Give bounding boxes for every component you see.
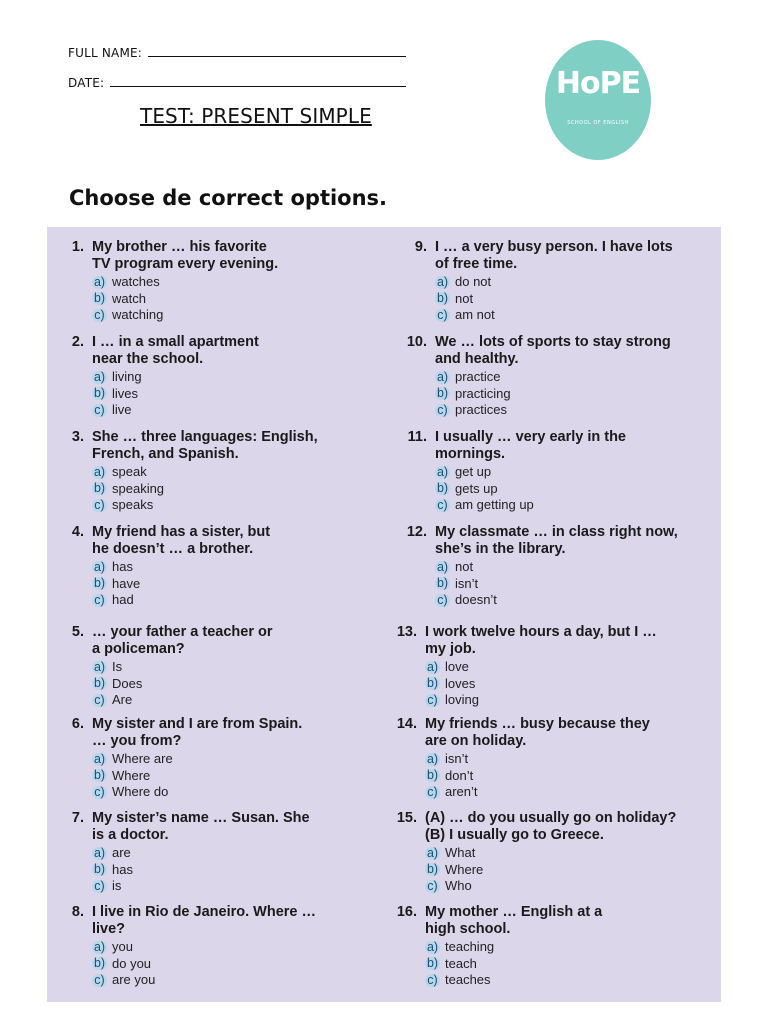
answer-option[interactable] xyxy=(92,386,386,403)
option-letter: b) xyxy=(93,386,106,401)
option-letter: a) xyxy=(426,939,439,954)
question-15 xyxy=(384,810,714,895)
question-number: 11. xyxy=(407,429,427,445)
answer-option[interactable] xyxy=(435,386,722,403)
option-letter: a) xyxy=(436,559,449,574)
answer-option[interactable] xyxy=(92,972,386,989)
option-letter: c) xyxy=(92,694,107,707)
option-label: aren’t xyxy=(445,784,478,799)
option-label: do you xyxy=(112,955,152,971)
answer-option[interactable] xyxy=(435,291,729,308)
option-label: watch xyxy=(112,290,146,306)
option-letter: b) xyxy=(426,768,439,783)
question-1 xyxy=(56,239,386,324)
option-label: had xyxy=(112,592,134,607)
date-field[interactable] xyxy=(68,75,406,90)
question-text: My sister’s name … Susan. She is a doctor. xyxy=(92,810,310,843)
option-letter: a) xyxy=(93,659,106,674)
full-name-underline[interactable] xyxy=(148,45,406,57)
option-label: loves xyxy=(445,675,476,691)
question-16 xyxy=(384,904,714,989)
option-letter: a) xyxy=(426,751,439,766)
answer-option[interactable] xyxy=(425,768,714,785)
option-letter: b) xyxy=(93,768,106,783)
logo-word: HoPE xyxy=(555,66,641,101)
question-5 xyxy=(56,624,386,709)
answer-option[interactable] xyxy=(435,307,729,324)
option-label: Where xyxy=(112,767,151,783)
option-letter: a) xyxy=(436,369,449,384)
option-label: isn’t xyxy=(455,575,479,591)
option-label: Where xyxy=(445,861,484,877)
answer-option[interactable] xyxy=(425,692,714,709)
option-letter: a) xyxy=(426,659,439,674)
option-label: has xyxy=(112,861,133,877)
answer-option[interactable] xyxy=(435,274,729,291)
option-label: watching xyxy=(112,307,164,322)
option-letter: c) xyxy=(92,786,107,799)
question-number: 10. xyxy=(406,334,427,350)
answer-option[interactable] xyxy=(425,676,714,693)
question-number: 5. xyxy=(71,624,84,640)
answer-option[interactable] xyxy=(92,576,386,593)
question-text: I usually … very early in the mornings. xyxy=(435,429,626,462)
option-letter: b) xyxy=(436,481,449,496)
option-letter: c) xyxy=(92,880,107,893)
answer-option[interactable] xyxy=(92,676,386,693)
answer-option[interactable] xyxy=(92,939,386,956)
option-letter: b) xyxy=(93,862,106,877)
option-letter: c) xyxy=(435,499,450,512)
option-label: love xyxy=(445,659,469,674)
answer-option[interactable] xyxy=(425,784,714,801)
option-letter: c) xyxy=(425,880,440,893)
answer-option[interactable] xyxy=(435,576,722,593)
full-name-label: FULL NAME: xyxy=(68,46,143,60)
question-7 xyxy=(56,810,386,895)
option-label: am getting up xyxy=(455,497,534,512)
option-letter: c) xyxy=(425,786,440,799)
question-3 xyxy=(56,429,386,514)
question-11 xyxy=(392,429,722,514)
answer-option[interactable] xyxy=(92,274,386,291)
option-label: Where do xyxy=(112,784,169,799)
option-label: do not xyxy=(455,274,492,289)
option-letter: c) xyxy=(435,404,450,417)
question-text: She … three languages: English, French, and Spanish. xyxy=(92,429,318,462)
date-underline[interactable] xyxy=(110,75,406,87)
answer-option[interactable] xyxy=(425,862,714,879)
option-letter: c) xyxy=(92,974,107,987)
option-label: loving xyxy=(445,692,479,707)
answer-option[interactable] xyxy=(425,845,714,862)
question-number: 15. xyxy=(396,810,417,826)
question-8 xyxy=(56,904,386,989)
answer-option[interactable] xyxy=(435,464,722,481)
question-9 xyxy=(399,239,729,324)
question-text: My friends … busy because they are on holiday. xyxy=(425,716,650,749)
option-letter: b) xyxy=(93,481,106,496)
option-label: speaks xyxy=(112,497,154,512)
question-number: 1. xyxy=(71,239,84,255)
option-letter: a) xyxy=(93,559,106,574)
school-logo xyxy=(545,40,651,160)
answer-option[interactable] xyxy=(425,939,714,956)
option-label: Does xyxy=(112,675,143,691)
page-title: TEST: PRESENT SIMPLE xyxy=(140,104,372,128)
instruction-text: Choose de correct options. xyxy=(69,186,388,210)
questions-panel xyxy=(47,227,721,1002)
question-text: We … lots of sports to stay strong and healthy. xyxy=(435,334,671,367)
option-label: Are xyxy=(112,692,133,707)
answer-option[interactable] xyxy=(92,878,386,895)
answer-option[interactable] xyxy=(92,369,386,386)
answer-option[interactable] xyxy=(92,784,386,801)
option-letter: c) xyxy=(435,594,450,607)
option-label: Where are xyxy=(112,751,173,766)
option-letter: a) xyxy=(93,464,106,479)
option-letter: b) xyxy=(93,956,106,971)
option-label: teaching xyxy=(445,939,495,954)
question-text: My classmate … in class right now, she’s in the library. xyxy=(435,524,678,557)
option-letter: b) xyxy=(426,862,439,877)
question-text: I … in a small apartment near the school. xyxy=(92,334,259,367)
answer-option[interactable] xyxy=(92,291,386,308)
answer-option[interactable] xyxy=(425,956,714,973)
question-4 xyxy=(56,524,386,609)
question-number: 8. xyxy=(71,904,84,920)
question-number: 2. xyxy=(71,334,84,350)
answer-option[interactable] xyxy=(92,464,386,481)
answer-option[interactable] xyxy=(92,862,386,879)
question-number: 13. xyxy=(396,624,417,640)
answer-option[interactable] xyxy=(92,845,386,862)
option-label: teach xyxy=(445,955,477,971)
answer-option[interactable] xyxy=(435,402,722,419)
answer-option[interactable] xyxy=(92,559,386,576)
option-letter: a) xyxy=(436,464,449,479)
option-label: watches xyxy=(112,274,160,289)
option-letter: b) xyxy=(426,676,439,691)
option-letter: c) xyxy=(92,404,107,417)
option-letter: a) xyxy=(93,939,106,954)
option-letter: c) xyxy=(425,974,440,987)
option-label: doesn’t xyxy=(455,592,497,607)
full-name-field[interactable] xyxy=(68,45,406,60)
question-text: (A) … do you usually go on holiday? (B) I usually go to Greece. xyxy=(425,810,677,843)
question-12 xyxy=(392,524,722,609)
question-6 xyxy=(56,716,386,801)
answer-option[interactable] xyxy=(425,972,714,989)
option-label: speaking xyxy=(112,480,165,496)
question-number: 14. xyxy=(396,716,417,732)
answer-option[interactable] xyxy=(92,751,386,768)
option-label: Is xyxy=(112,659,123,674)
option-label: have xyxy=(112,575,141,591)
option-letter: b) xyxy=(436,291,449,306)
logo-subtitle: SCHOOL OF ENGLISH xyxy=(567,120,629,126)
option-label: don’t xyxy=(445,767,474,783)
answer-option[interactable] xyxy=(92,956,386,973)
date-label: DATE: xyxy=(68,76,105,90)
question-number: 7. xyxy=(71,810,84,826)
question-number: 4. xyxy=(71,524,84,540)
option-letter: c) xyxy=(92,594,107,607)
option-label: practicing xyxy=(455,385,511,401)
option-letter: a) xyxy=(93,845,106,860)
option-letter: b) xyxy=(93,291,106,306)
question-number: 6. xyxy=(71,716,84,732)
question-10 xyxy=(392,334,722,419)
option-label: not xyxy=(455,290,474,306)
option-label: live xyxy=(112,402,132,417)
answer-option[interactable] xyxy=(435,497,722,514)
option-label: has xyxy=(112,559,133,574)
option-letter: c) xyxy=(92,499,107,512)
question-text: I live in Rio de Janeiro. Where … live? xyxy=(92,904,316,937)
question-text: My brother … his favorite TV program every evening. xyxy=(92,239,279,272)
question-text: My sister and I are from Spain. … you from? xyxy=(92,716,303,749)
option-label: lives xyxy=(112,385,139,401)
option-label: living xyxy=(112,369,142,384)
answer-option[interactable] xyxy=(92,768,386,785)
question-number: 3. xyxy=(71,429,84,445)
option-letter: a) xyxy=(426,845,439,860)
option-letter: a) xyxy=(436,274,449,289)
answer-option[interactable] xyxy=(92,692,386,709)
option-letter: a) xyxy=(93,751,106,766)
answer-option[interactable] xyxy=(435,481,722,498)
option-letter: c) xyxy=(435,309,450,322)
question-2 xyxy=(56,334,386,419)
answer-option[interactable] xyxy=(92,659,386,676)
option-letter: c) xyxy=(92,309,107,322)
answer-option[interactable] xyxy=(92,402,386,419)
question-text: … your father a teacher or a policeman? xyxy=(92,624,273,657)
option-label: isn’t xyxy=(445,751,469,766)
option-letter: b) xyxy=(426,956,439,971)
answer-option[interactable] xyxy=(92,592,386,609)
option-letter: b) xyxy=(436,386,449,401)
answer-option[interactable] xyxy=(435,559,722,576)
option-label: Who xyxy=(445,878,472,893)
question-number: 12. xyxy=(406,524,427,540)
option-letter: b) xyxy=(93,676,106,691)
option-letter: a) xyxy=(93,369,106,384)
option-label: practice xyxy=(455,369,501,384)
option-label: teaches xyxy=(445,972,491,987)
option-letter: a) xyxy=(93,274,106,289)
answer-option[interactable] xyxy=(92,481,386,498)
option-label: are you xyxy=(112,972,156,987)
answer-option[interactable] xyxy=(92,307,386,324)
question-text: I … a very busy person. I have lots of free time. xyxy=(435,239,673,272)
option-label: get up xyxy=(455,464,492,479)
option-label: are xyxy=(112,845,131,860)
answer-option[interactable] xyxy=(435,369,722,386)
option-label: am not xyxy=(455,307,495,322)
answer-option[interactable] xyxy=(425,659,714,676)
question-14 xyxy=(384,716,714,801)
question-number: 9. xyxy=(414,239,427,255)
option-label: not xyxy=(455,559,474,574)
option-label: practices xyxy=(455,402,508,417)
answer-option[interactable] xyxy=(92,497,386,514)
answer-option[interactable] xyxy=(435,592,722,609)
option-label: is xyxy=(112,878,122,893)
option-label: you xyxy=(112,939,133,954)
option-label: speak xyxy=(112,464,147,479)
question-number: 16. xyxy=(396,904,417,920)
question-text: I work twelve hours a day, but I … my job. xyxy=(425,624,657,657)
option-letter: b) xyxy=(93,576,106,591)
option-letter: c) xyxy=(425,694,440,707)
question-text: My mother … English at a high school. xyxy=(425,904,603,937)
answer-option[interactable] xyxy=(425,878,714,895)
answer-option[interactable] xyxy=(425,751,714,768)
option-label: What xyxy=(445,845,476,860)
option-label: gets up xyxy=(455,480,498,496)
option-letter: b) xyxy=(436,576,449,591)
question-text: My friend has a sister, but he doesn’t … a brother. xyxy=(92,524,271,557)
question-13 xyxy=(384,624,714,709)
